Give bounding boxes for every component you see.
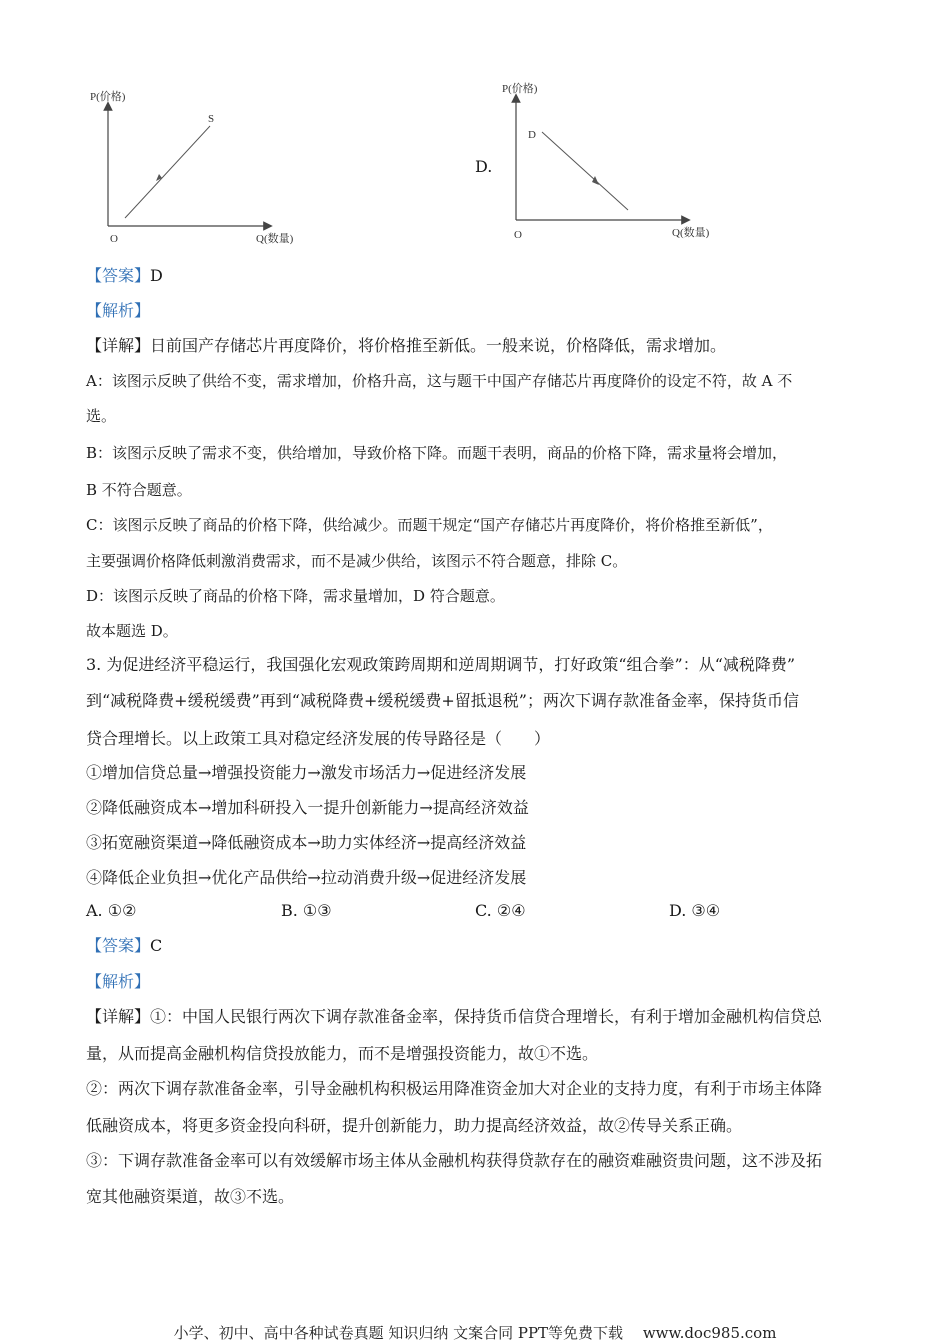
q3-answer (86, 936, 162, 956)
demand-graph (498, 76, 728, 246)
detail-text: 日前国产存储芯片再度降价，将价格推至新低。一般来说，价格降低，需求增加。 (150, 336, 727, 355)
q3-item: ④降低企业负担→优化产品供给→拉动消费升级→促进经济发展 (86, 868, 527, 887)
q3-analysis-tag: 【解析】 (86, 972, 151, 991)
q3-option-b: B. ①③ (281, 901, 332, 920)
q2-line: B：该图示反映了需求不变，供给增加，导致价格下降。而题干表明，商品的价格下降，需求量将会增加， (86, 444, 788, 462)
q3-line: 宽其他融资渠道，故③不选。 (86, 1187, 295, 1206)
answer-tag: 【答案】 (86, 936, 151, 955)
q2-line: 主要强调价格降低刺激消费需求，而不是减少供给，该图示不符合题意，排除 C。 (86, 552, 628, 570)
q3-line: 量，从而提高金融机构信贷投放能力，而不是增强投资能力，故①不选。 (86, 1044, 599, 1063)
q2-line: 故本题选 D。 (86, 622, 178, 640)
q2-detail (86, 336, 726, 356)
curve-label: S (208, 113, 215, 125)
detail-tag: 【详解】 (86, 336, 151, 355)
answer-value: D (150, 266, 163, 285)
supply-graph (88, 82, 318, 252)
footer-text: 小学、初中、高中各种试卷真题 知识归纳 文案合同 PPT等免费下载 www.doc985.com (173, 1324, 777, 1342)
q2-line: 选。 (86, 407, 117, 425)
option-d-label: D. (475, 157, 493, 176)
q3-line: ②：两次下调存款准备金率，引导金融机构积极运用降准资金加大对企业的支持力度，有利于市场主体降 (86, 1079, 823, 1098)
origin-label: O (514, 229, 522, 241)
q3-line: 低融资成本，将更多资金投向科研，提升创新能力，助力提高经济效益，故②传导关系正确。 (86, 1116, 743, 1135)
q3-item: ②降低融资成本→增加科研投入一提升创新能力→提高经济效益 (86, 798, 529, 817)
q3-detail (86, 1007, 822, 1027)
origin-label: O (110, 233, 118, 245)
q2-line: D：该图示反映了商品的价格下降，需求量增加，D 符合题意。 (86, 587, 505, 605)
q3-option-c: C. ②④ (475, 901, 526, 920)
q3-option-d: D. ③④ (669, 901, 721, 920)
q3-item: ①增加信贷总量→增强投资能力→激发市场活力→促进经济发展 (86, 763, 527, 782)
q3-item: ③拓宽融资渠道→降低融资成本→助力实体经济→提高经济效益 (86, 833, 527, 852)
x-axis-label: Q(数量) (256, 233, 294, 245)
q2-line: C：该图示反映了商品的价格下降，供给减少。而题干规定“国产存储芯片再度降价，将价格推至新低”， (86, 516, 773, 534)
q3-line: ③：下调存款准备金率可以有效缓解市场主体从金融机构获得贷款存在的融资难融资贵问题，这不涉及拓 (86, 1151, 823, 1170)
q3-option-a: A. ①② (86, 901, 137, 920)
q2-line: A：该图示反映了供给不变，需求增加，价格升高，这与题干中国产存储芯片再度降价的设定不符，故 A 不 (86, 372, 793, 390)
q2-answer (86, 266, 163, 286)
y-axis-label: P(价格) (90, 91, 126, 103)
q3-stem: 到“减税降费+缓税缓费”再到“减税降费+缓税缓费+留抵退税”；两次下调存款准备金率，保持货币信 (86, 691, 799, 710)
q3-stem: 贷合理增长。以上政策工具对稳定经济发展的传导路径是（ ） (86, 729, 551, 748)
answer-value: C (150, 936, 163, 955)
curve-label: D (528, 129, 536, 141)
answer-tag: 【答案】 (86, 266, 151, 285)
x-axis-label: Q(数量) (672, 227, 710, 239)
detail-text: ①：中国人民银行两次下调存款准备金率，保持货币信贷合理增长，有利于增加金融机构信贷总 (150, 1007, 823, 1026)
detail-tag: 【详解】 (86, 1007, 151, 1026)
y-axis-label: P(价格) (502, 83, 538, 95)
q2-line: B 不符合题意。 (86, 481, 192, 499)
q3-stem: 3. 为促进经济平稳运行，我国强化宏观政策跨周期和逆周期调节，打好政策“组合拳”：从“减税降费” (86, 655, 796, 674)
q2-analysis-tag: 【解析】 (86, 301, 151, 320)
